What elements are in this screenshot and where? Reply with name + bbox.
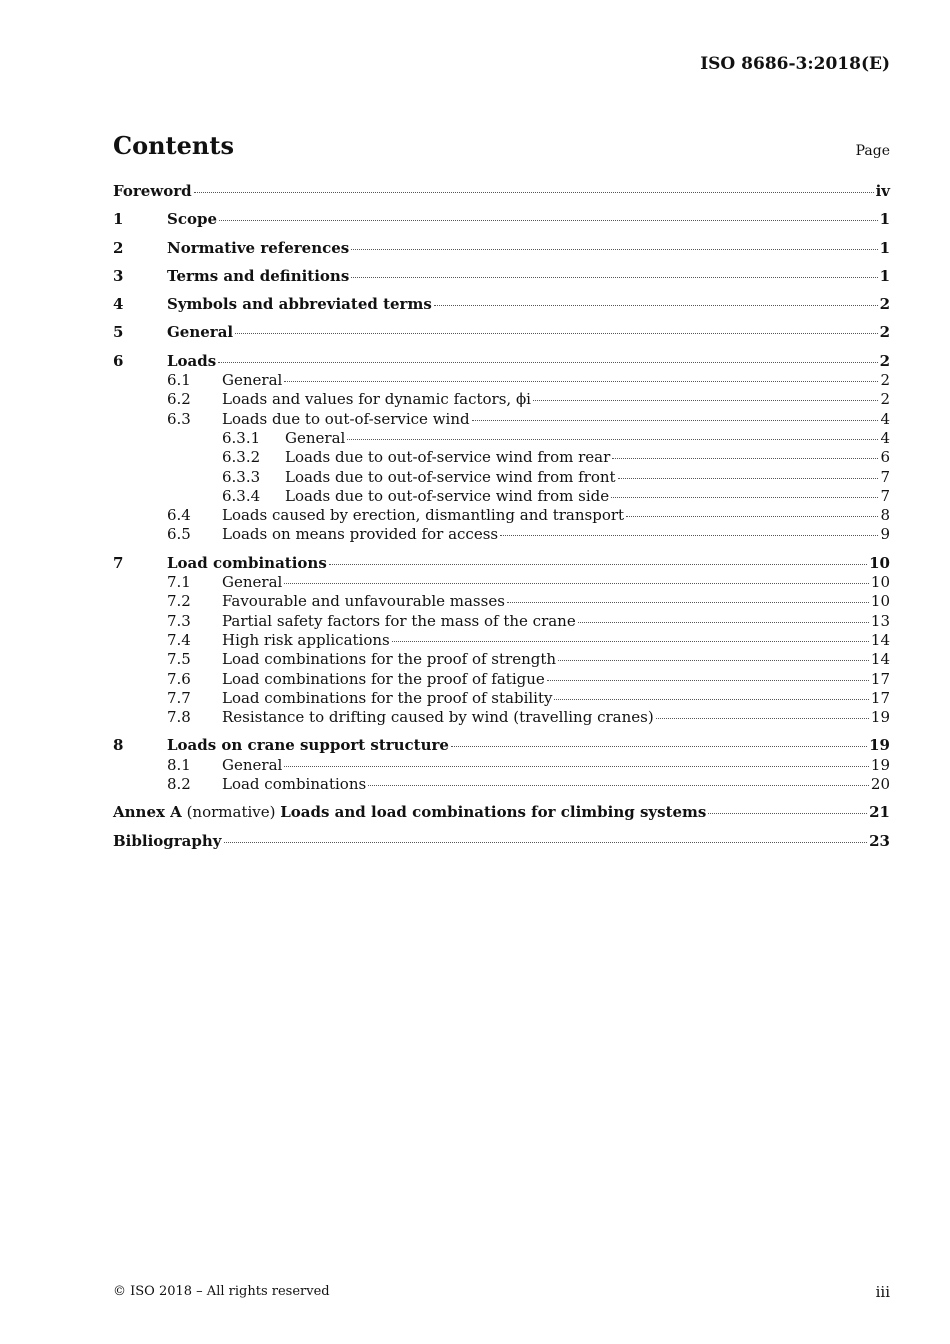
dot-leader xyxy=(500,535,878,536)
toc-entry[interactable] xyxy=(113,239,890,258)
toc-entry-page: 17 xyxy=(870,688,890,707)
toc-entry-number: 7.6 xyxy=(167,669,191,688)
footer-page-number: iii xyxy=(875,1283,890,1301)
toc-entry-number: 8.2 xyxy=(167,775,191,794)
dot-leader xyxy=(392,641,869,642)
toc-entry-page: iv xyxy=(875,182,890,200)
toc-entry-title: Terms and definitions xyxy=(167,266,350,285)
toc-entry[interactable] xyxy=(113,670,890,689)
toc-entry-page: 1 xyxy=(879,266,890,285)
toc-entry-number: 7.5 xyxy=(167,650,191,669)
dot-leader xyxy=(451,746,867,747)
toc-entry-title: Loads on means provided for access xyxy=(222,525,499,544)
dot-leader xyxy=(612,458,878,459)
dot-leader xyxy=(284,381,878,382)
toc-entry-number: 2 xyxy=(113,238,124,257)
toc-entry[interactable] xyxy=(113,487,890,506)
toc-entry-page: 10 xyxy=(869,553,890,572)
dot-leader xyxy=(578,622,869,623)
toc-entry[interactable] xyxy=(113,612,890,631)
toc-entry-title: Favourable and unfavourable masses xyxy=(222,592,505,611)
dot-leader xyxy=(329,564,867,565)
toc-entry-page: 9 xyxy=(880,525,890,544)
dot-leader xyxy=(533,400,878,401)
toc-entry-title: General xyxy=(167,323,234,342)
dot-leader xyxy=(351,277,877,278)
toc-entry-number: 6.2 xyxy=(167,390,191,409)
toc-entry[interactable] xyxy=(113,410,890,429)
toc-entry-title: Scope xyxy=(167,210,218,229)
toc-entry[interactable] xyxy=(113,592,890,611)
toc-entry-number: 8 xyxy=(113,736,124,755)
toc-entry-page: 2 xyxy=(879,351,890,370)
toc-entry[interactable] xyxy=(113,631,890,650)
toc-entry-title: Load combinations xyxy=(167,553,327,572)
toc-entry-number: 6.3.3 xyxy=(222,467,261,486)
dot-leader xyxy=(611,497,878,498)
toc-entry-page: 2 xyxy=(880,371,890,390)
toc-entry-page: 1 xyxy=(879,210,890,229)
toc-entry[interactable] xyxy=(113,573,890,592)
toc-entry-page: 10 xyxy=(870,573,890,592)
toc-entry[interactable] xyxy=(113,295,890,314)
toc-entry[interactable] xyxy=(113,390,890,409)
toc-entry[interactable] xyxy=(113,448,890,467)
annex-label: Annex A xyxy=(113,803,182,822)
dot-leader xyxy=(218,362,877,363)
toc-entry-title: Loads caused by erection, dismantling and transport xyxy=(222,506,625,525)
toc-entry-page: 8 xyxy=(880,506,890,525)
toc-entry-title: Loads on crane support structure xyxy=(167,736,449,755)
toc-entry-number: 7.2 xyxy=(167,592,191,611)
toc-entry-number: 7.7 xyxy=(167,688,191,707)
toc-entry-page: 10 xyxy=(870,592,890,611)
dot-leader xyxy=(558,660,869,661)
toc-entry-number: 6.3.1 xyxy=(222,428,261,447)
toc-entry-page: 17 xyxy=(870,669,890,688)
toc-entry-number: 6.4 xyxy=(167,506,191,525)
dot-leader xyxy=(472,420,879,421)
toc-entry-page: 1 xyxy=(879,238,890,257)
dot-leader xyxy=(219,220,878,221)
dot-leader xyxy=(347,439,878,440)
toc-entry-title: Loads due to out-of-service wind xyxy=(222,409,470,428)
toc-entry[interactable] xyxy=(113,650,890,669)
toc-entry[interactable] xyxy=(113,429,890,448)
toc-entry-page: 14 xyxy=(870,630,890,649)
dot-leader xyxy=(708,813,867,814)
toc-entry-page: 19 xyxy=(869,736,890,755)
dot-leader xyxy=(507,602,869,603)
dot-leader xyxy=(194,192,874,193)
page-column-label: Page xyxy=(855,143,890,159)
dot-leader xyxy=(235,333,877,334)
dot-leader xyxy=(626,516,878,517)
toc-entry-page: 4 xyxy=(880,409,890,428)
toc-entry-title: Loads due to out-of-service wind from rear xyxy=(285,448,611,467)
toc-entry[interactable] xyxy=(113,832,890,851)
toc-entry-title: Symbols and abbreviated terms xyxy=(167,295,432,314)
dot-leader xyxy=(351,249,877,250)
toc-entry-number: 6.3.4 xyxy=(222,486,261,505)
dot-leader xyxy=(554,699,868,700)
toc-entry-page: 7 xyxy=(880,467,890,486)
toc-entry-title: General xyxy=(222,755,283,774)
toc-entry-number: 3 xyxy=(113,266,124,285)
toc-entry-number: 4 xyxy=(113,295,124,314)
toc-entry-title: High risk applications xyxy=(222,630,390,649)
toc-entry-title: Resistance to drifting caused by wind (travelling cranes) xyxy=(222,708,654,727)
toc-entry-number: 7.4 xyxy=(167,630,191,649)
toc-entry[interactable] xyxy=(113,689,890,708)
toc-entry-page: 6 xyxy=(880,448,890,467)
toc-entry-page: 4 xyxy=(880,428,890,447)
toc-entry-title: Normative references xyxy=(167,238,350,257)
dot-leader xyxy=(656,718,869,719)
toc-entry[interactable] xyxy=(113,468,890,487)
toc-entry-page: 21 xyxy=(869,803,890,822)
dot-leader xyxy=(284,766,869,767)
toc-entry[interactable] xyxy=(113,352,890,371)
toc-entry-title: General xyxy=(222,573,283,592)
toc-entry[interactable] xyxy=(113,756,890,775)
toc-entry-title: Load combinations for the proof of strength xyxy=(222,650,557,669)
annex-title: Loads and load combinations for climbing systems xyxy=(280,803,707,822)
toc-entry-page: 2 xyxy=(879,295,890,314)
toc-entry-page: 19 xyxy=(870,755,890,774)
toc-entry[interactable] xyxy=(113,210,890,229)
toc-entry[interactable] xyxy=(113,736,890,755)
footer-copyright: © ISO 2018 – All rights reserved xyxy=(113,1284,330,1299)
toc-entry-number: 7 xyxy=(113,553,124,572)
toc-entry-title: Loads due to out-of-service wind from front xyxy=(285,467,616,486)
dot-leader xyxy=(547,680,869,681)
toc-entry-number: 6.3.2 xyxy=(222,448,261,467)
toc-entry[interactable] xyxy=(113,803,890,822)
dot-leader xyxy=(618,478,879,479)
toc-entry-title xyxy=(113,803,706,822)
toc-entry-page: 2 xyxy=(880,390,890,409)
toc-entry-page: 23 xyxy=(869,831,890,850)
toc-entry-title: General xyxy=(222,371,283,390)
toc-entry[interactable] xyxy=(113,554,890,573)
dot-leader xyxy=(368,785,869,786)
toc-entry-page: 20 xyxy=(870,775,890,794)
toc-entry-title: General xyxy=(285,428,346,447)
toc-entry[interactable] xyxy=(113,506,890,525)
toc-entry-title: Load combinations xyxy=(222,775,367,794)
toc-entry[interactable] xyxy=(113,323,890,342)
toc-entry[interactable] xyxy=(113,525,890,544)
document-id: ISO 8686-3:2018(E) xyxy=(700,54,890,74)
table-of-contents xyxy=(113,182,890,851)
toc-entry[interactable] xyxy=(113,371,890,390)
toc-entry-number: 6 xyxy=(113,351,124,370)
toc-entry-title: Loads due to out-of-service wind from side xyxy=(285,486,610,505)
toc-entry-number: 7.1 xyxy=(167,573,191,592)
toc-entry-number: 6.1 xyxy=(167,371,191,390)
dot-leader xyxy=(434,305,878,306)
toc-entry-page: 13 xyxy=(870,611,890,630)
toc-entry-title: Foreword xyxy=(113,182,192,200)
toc-entry-title: Partial safety factors for the mass of the crane xyxy=(222,611,576,630)
dot-leader xyxy=(224,842,868,843)
toc-entry-page: 14 xyxy=(870,650,890,669)
toc-entry[interactable] xyxy=(113,267,890,286)
toc-entry-title: Loads xyxy=(167,351,217,370)
toc-entry-number: 5 xyxy=(113,323,124,342)
toc-entry[interactable] xyxy=(113,775,890,794)
toc-entry-number: 6.3 xyxy=(167,409,191,428)
annex-note: (normative) xyxy=(181,803,281,822)
toc-entry-number: 6.5 xyxy=(167,525,191,544)
toc-entry-number: 1 xyxy=(113,210,124,229)
toc-entry[interactable] xyxy=(113,182,890,201)
toc-entry-title: Load combinations for the proof of fatigue xyxy=(222,669,545,688)
toc-entry-page: 19 xyxy=(870,708,890,727)
toc-entry-title: Load combinations for the proof of stability xyxy=(222,688,553,707)
page-title: Contents xyxy=(113,131,234,160)
toc-entry-page: 2 xyxy=(879,323,890,342)
dot-leader xyxy=(284,583,869,584)
toc-entry-number: 7.3 xyxy=(167,611,191,630)
toc-entry-title: Loads and values for dynamic factors, ϕi xyxy=(222,390,531,409)
toc-entry-title: Bibliography xyxy=(113,831,222,850)
toc-entry-page: 7 xyxy=(880,486,890,505)
toc-entry[interactable] xyxy=(113,708,890,727)
toc-entry-number: 7.8 xyxy=(167,708,191,727)
toc-entry-number: 8.1 xyxy=(167,755,191,774)
